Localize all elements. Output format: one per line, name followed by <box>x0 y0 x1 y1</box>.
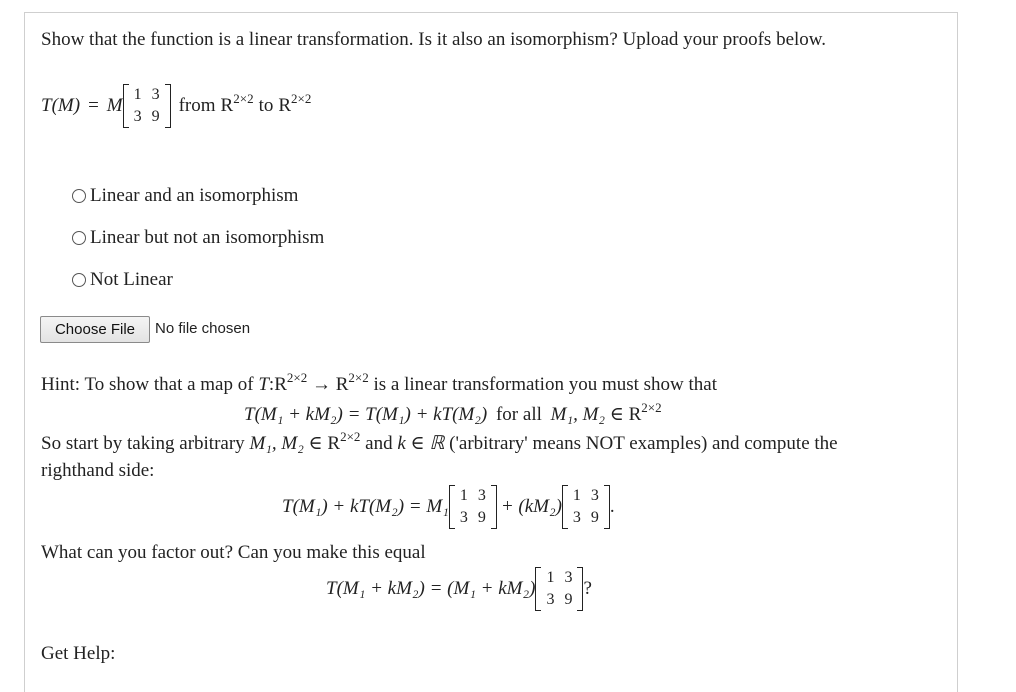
function-eq: = <box>88 95 99 116</box>
hint-matrix: 1 3 3 9 <box>562 485 610 529</box>
linearity-condition: T(M₁ + kM₂) = T(M₁) + kT(M₂) for all M₁, M₂ ∈ $R^{2\times 2}$ <box>244 400 662 425</box>
radio-circle[interactable] <box>72 231 86 245</box>
get-help-label: Get Help: <box>41 643 116 664</box>
function-var: M <box>106 95 123 116</box>
radio-circle[interactable] <box>72 189 86 203</box>
rhs-expansion: T(M₁) + kT(M₂) = M₁ 1 3 3 9 + (kM₂) 1 3 3 9 . <box>282 485 615 529</box>
hint-matrix: 1 3 3 9 <box>449 485 497 529</box>
question-prompt: Show that the function is a linear transformation. Is it also an isomorphism? Upload your proofs below. <box>41 29 827 50</box>
function-definition <box>41 84 311 128</box>
hint-matrix: 1 3 3 9 <box>535 567 583 611</box>
file-status: No file chosen <box>155 320 251 337</box>
factored-expression: T(M₁ + kM₂) = (M₁ + kM₂) 1 3 3 9 ? <box>326 567 592 611</box>
radio-circle[interactable] <box>72 273 86 287</box>
function-lhs: T(M) <box>41 95 81 116</box>
from-text: from <box>178 95 216 116</box>
hint-line-1: Hint: To show that a map of $T:R^{2\times 2} \to R^{2\times 2}$ is a linear transformation you must show that <box>41 370 718 395</box>
option-linear-not-isomorphism[interactable]: Linear but not an isomorphism <box>72 227 324 249</box>
hint-line-5: What can you factor out? Can you make this equal <box>41 542 426 563</box>
domain-space: $R^{2\times 2}$ <box>220 91 254 116</box>
option-linear-isomorphism[interactable]: Linear and an isomorphism <box>72 185 298 207</box>
choose-file-button[interactable]: Choose File <box>40 316 150 343</box>
to-text: to <box>258 95 274 116</box>
transformation-matrix: 1 3 3 9 <box>123 84 171 128</box>
codomain-space: $R^{2\times 2}$ <box>278 91 312 116</box>
hint-line-4: righthand side: <box>41 460 155 481</box>
option-not-linear[interactable]: Not Linear <box>72 269 173 291</box>
hint-line-3: So start by taking arbitrary M₁, M₂ ∈ $R^{2\times 2}$ and k ∈ ℝ ('arbitrary' means NOT examples) and compute the <box>41 429 838 454</box>
